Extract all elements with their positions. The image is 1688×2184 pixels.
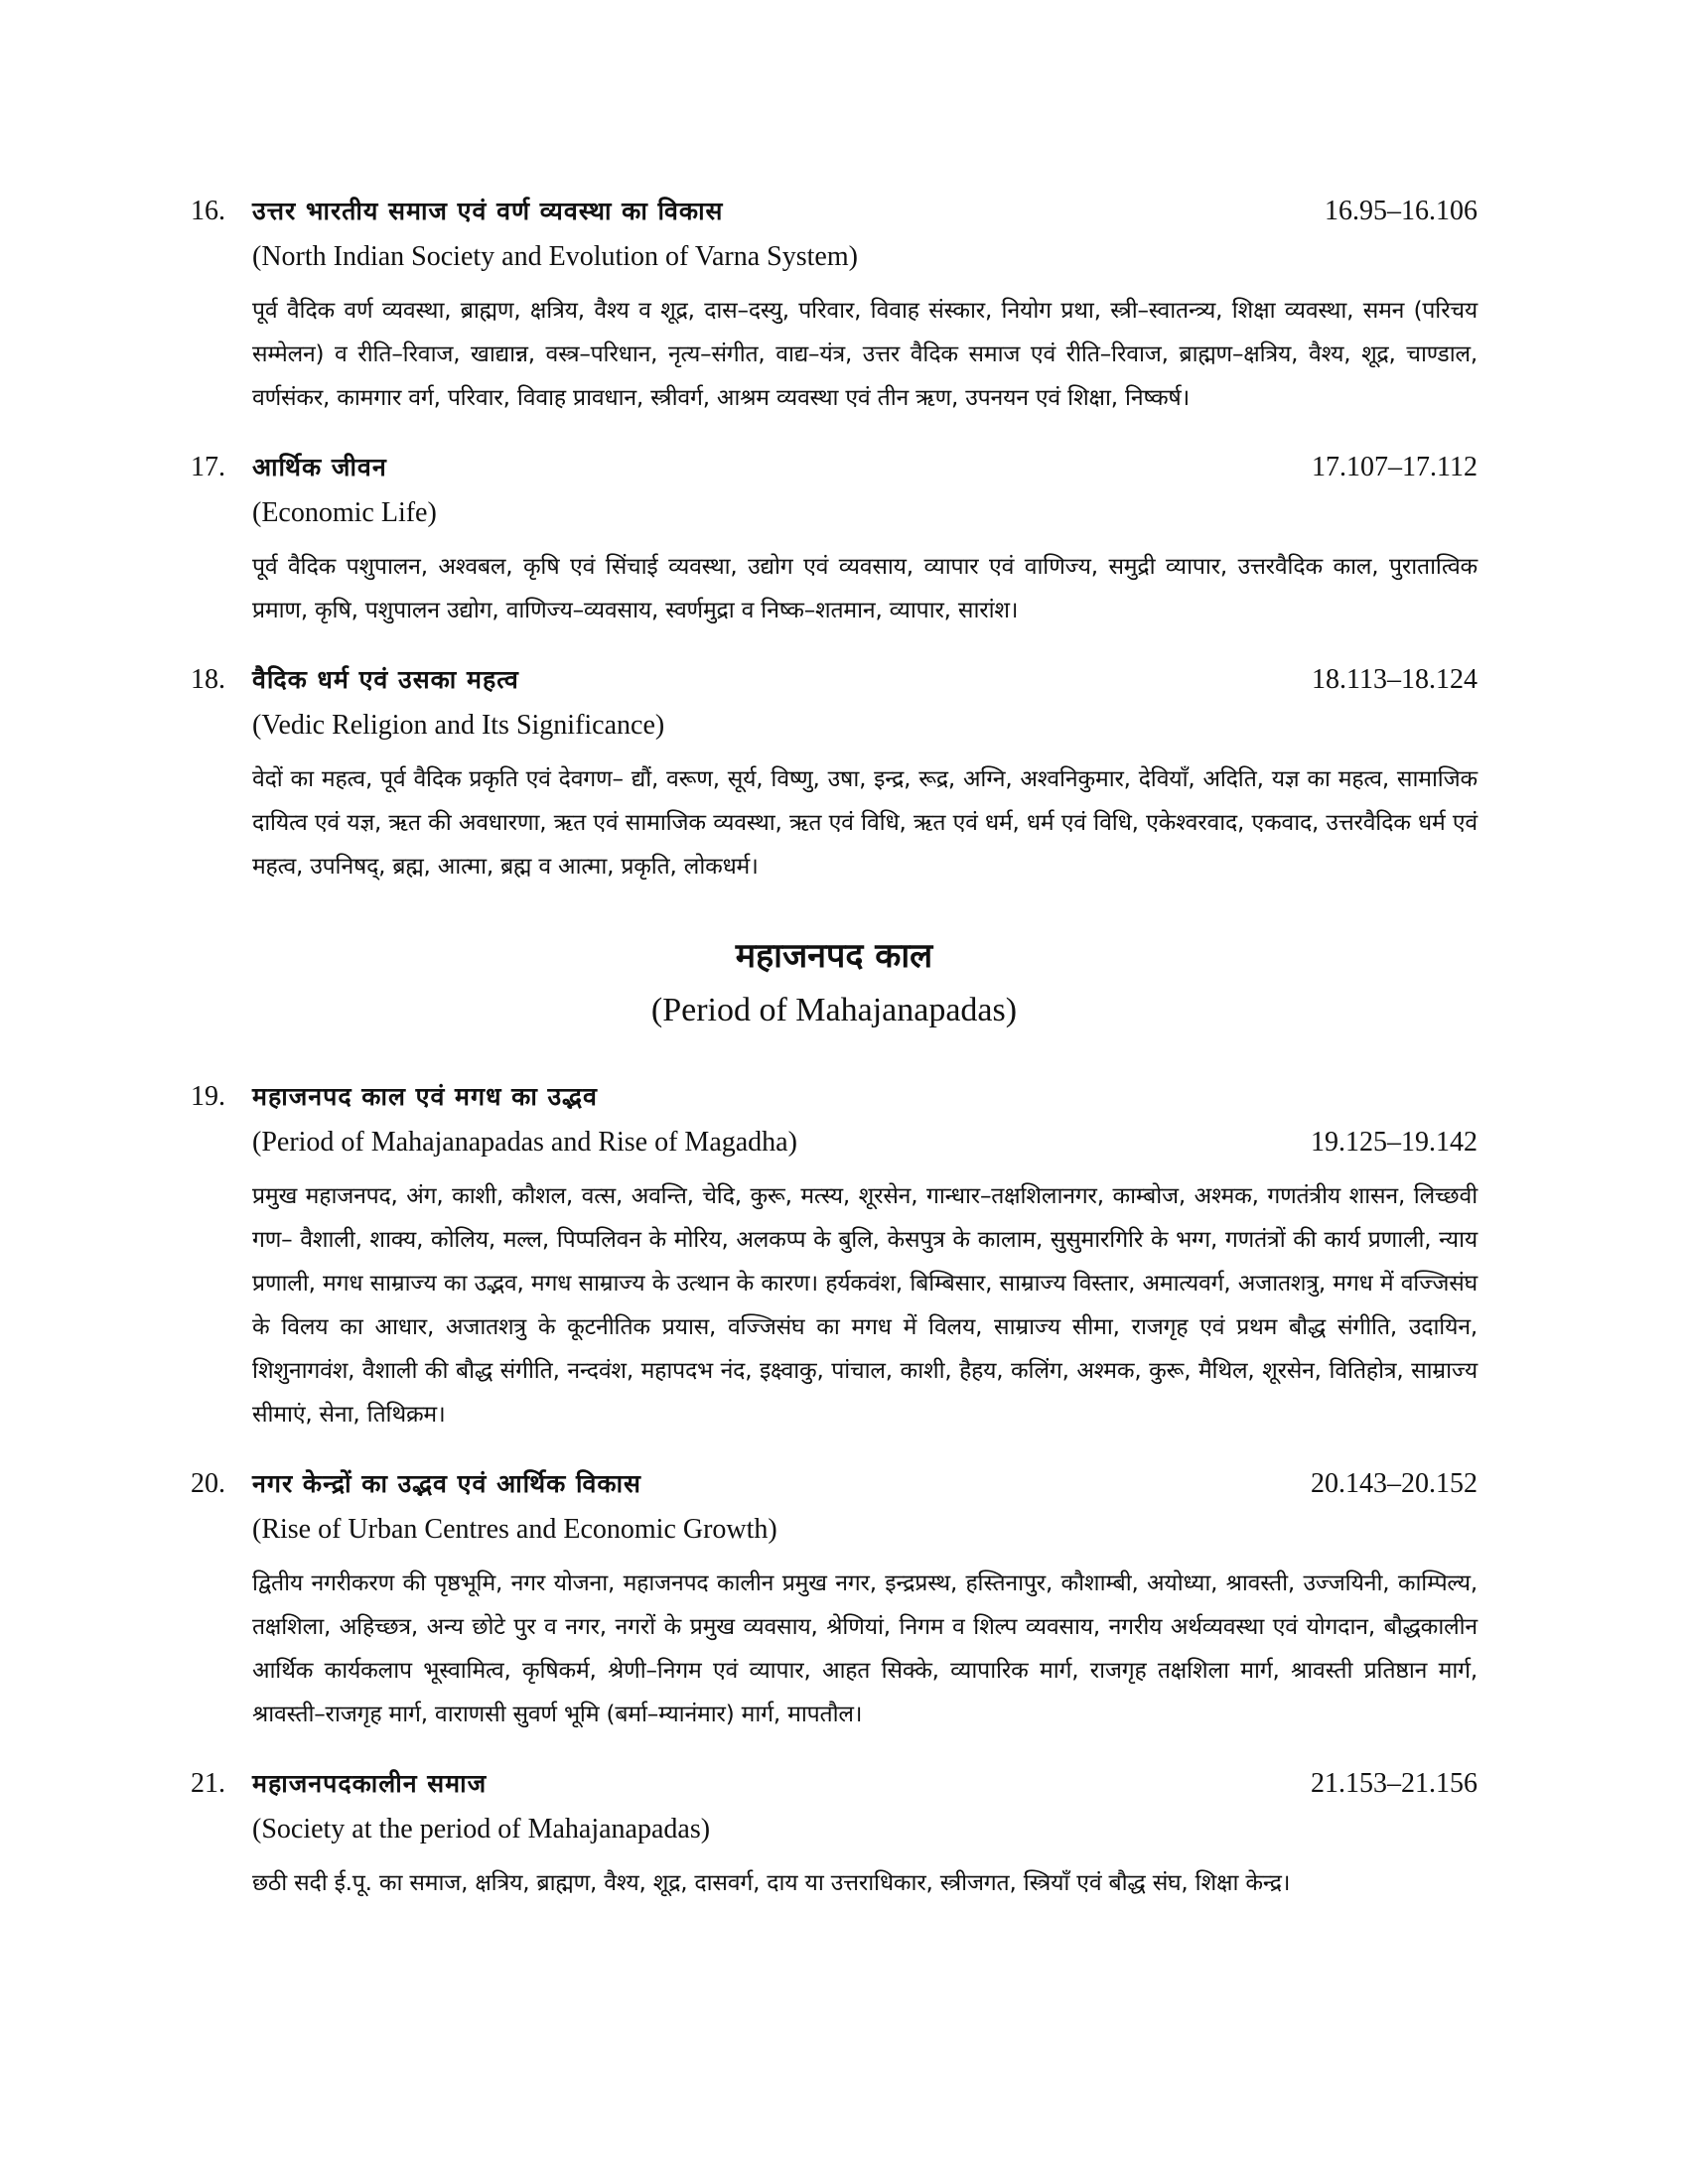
- chapter-title: आर्थिक जीवन: [252, 453, 387, 481]
- chapter-english-title: [252, 710, 1477, 757]
- chapter-number: 19.: [191, 1081, 225, 1112]
- chapter-number: 17.: [191, 452, 225, 482]
- chapter-20: [191, 1466, 1477, 1736]
- page-range: 17.107–17.112: [1312, 452, 1477, 482]
- english-title-text: (Vedic Religion and Its Significance): [252, 710, 665, 741]
- section-title: महाजनपद काल: [735, 936, 933, 976]
- page-range: 20.143–20.152: [1311, 1468, 1477, 1499]
- chapter-16: [191, 194, 1477, 420]
- chapter-heading: [191, 1766, 1477, 1814]
- chapter-topics: पूर्व वैदिक पशुपालन, अश्वबल, कृषि एवं सिंचाई व्यवस्था, उद्योग एवं व्यवसाय, व्यापार एवं वाणिज्य, समुद्री व्यापार, उत्तरवैदिक काल, पुरातात्विक प्रमाण, कृषि, पशुपालन उद्योग, वाणिज्य–व्यवसाय, स्वर्णमुद्रा व निष्क–शतमान, व्यापार, सारांश।: [252, 554, 1477, 623]
- chapter-english-title: [252, 497, 1477, 545]
- chapter-english-title: [252, 1127, 1477, 1174]
- chapter-title: महाजनपदकालीन समाज: [252, 1769, 488, 1798]
- section-subtitle: (Period of Mahajanapadas): [650, 992, 1018, 1028]
- chapter-17: [191, 450, 1477, 632]
- chapter-english-title: [252, 1514, 1477, 1562]
- chapter-18: [191, 662, 1477, 888]
- english-title-text: (Economic Life): [252, 497, 437, 528]
- chapter-number: 18.: [191, 664, 225, 695]
- chapter-title: महाजनपद काल एवं मगध का उद्भव: [252, 1082, 598, 1111]
- chapter-title: वैदिक धर्म एवं उसका महत्व: [252, 665, 519, 694]
- chapter-heading: [191, 450, 1477, 497]
- chapter-heading: [191, 1466, 1477, 1514]
- chapter-english-title: [252, 241, 1477, 289]
- chapter-title: उत्तर भारतीय समाज एवं वर्ण व्यवस्था का विकास: [252, 197, 724, 225]
- chapter-topics: पूर्व वैदिक वर्ण व्यवस्था, ब्राह्मण, क्षत्रिय, वैश्य व शूद्र, दास–दस्यु, परिवार, विवाह संस्कार, नियोग प्रथा, स्त्री–स्वातन्त्र्य, शिक्षा व्यवस्था, समन (परिचय सम्मेलन) व रीति–रिवाज, खाद्यान्न, वस्त्र–परिधान, नृत्य–संगीत, वाद्य–यंत्र, उत्तर वैदिक समाज एवं रीति–रिवाज, ब्राह्मण–क्षत्रिय, वैश्य, शूद्र, चाण्डाल, वर्णसंकर, कामगार वर्ग, परिवार, विवाह प्रावधान, स्त्रीवर्ग, आश्रम व्यवस्था एवं तीन ऋण, उपनयन एवं शिक्षा, निष्कर्ष।: [252, 298, 1477, 411]
- section-heading: [191, 928, 1477, 1037]
- chapter-topics: छठी सदी ई.पू. का समाज, क्षत्रिय, ब्राह्मण, वैश्य, शूद्र, दासवर्ग, दाय या उत्तराधिकार, स्त्रीजगत, स्त्रियाँ एवं बौद्ध संघ, शिक्षा केन्द्र।: [252, 1870, 1291, 1896]
- chapter-heading: [191, 194, 1477, 241]
- chapter-19: [191, 1079, 1477, 1436]
- english-title-text: (North Indian Society and Evolution of Varna System): [252, 241, 858, 272]
- english-title-text: (Rise of Urban Centres and Economic Growth): [252, 1514, 777, 1545]
- english-title-text: (Period of Mahajanapadas and Rise of Magadha): [252, 1127, 797, 1158]
- page-range: 16.95–16.106: [1325, 196, 1477, 226]
- chapter-heading: [191, 662, 1477, 710]
- page-range: 21.153–21.156: [1311, 1768, 1477, 1799]
- chapter-topics: वेदों का महत्व, पूर्व वैदिक प्रकृति एवं देवगण– द्यौं, वरूण, सूर्य, विष्णु, उषा, इन्द्र, रूद्र, अग्नि, अश्वनिकुमार, देवियाँ, अदिति, यज्ञ का महत्व, सामाजिक दायित्व एवं यज्ञ, ऋत की अवधारणा, ऋत एवं सामाजिक व्यवस्था, ऋत एवं विधि, ऋत एवं धर्म, धर्म एवं विधि, एकेश्वरवाद, एकवाद, उत्तरवैदिक धर्म एवं महत्व, उपनिषद्, ब्रह्म, आत्मा, ब्रह्म व आत्मा, प्रकृति, लोकधर्म।: [252, 766, 1477, 880]
- chapter-number: 20.: [191, 1468, 225, 1499]
- chapter-english-title: [252, 1814, 1477, 1861]
- page-range: 19.125–19.142: [1311, 1127, 1477, 1158]
- chapter-number: 21.: [191, 1768, 225, 1799]
- chapter-21: [191, 1766, 1477, 1905]
- chapter-topics: प्रमुख महाजनपद, अंग, काशी, कौशल, वत्स, अवन्ति, चेदि, कुरू, मत्स्य, शूरसेन, गान्धार–तक्षशिलानगर, काम्बोज, अश्मक, गणतंत्रीय शासन, लिच्छवी गण– वैशाली, शाक्य, कोलिय, मल्ल, पिप्पलिवन के मोरिय, अलकप्प के बुलि, केसपुत्र के कालाम, सुसुमारगिरि के भग्ग, गणतंत्रों की कार्य प्रणाली, न्याय प्रणाली, मगध साम्राज्य का उद्भव, मगध साम्राज्य के उत्थान के कारण। हर्यकवंश, बिम्बिसार, साम्राज्य विस्तार, अमात्यवर्ग, अजातशत्रु, मगध में वज्जिसंघ के विलय का आधार, अजातशत्रु के कूटनीतिक प्रयास, वज्जिसंघ का मगध में विलय, साम्राज्य सीमा, राजगृह एवं प्रथम बौद्ध संगीति, उदायिन, शिशुनागवंश, वैशाली की बौद्ध संगीति, नन्दवंश, महापदभ नंद, इक्ष्वाकु, पांचाल, काशी, हैहय, कलिंग, अश्मक, कुरू, मैथिल, शूरसेन, वितिहोत्र, साम्राज्य सीमाएं, सेना, तिथिक्रम।: [252, 1183, 1477, 1428]
- page-range: 18.113–18.124: [1312, 664, 1477, 695]
- chapter-number: 16.: [191, 196, 225, 226]
- chapter-title: नगर केन्द्रों का उद्भव एवं आर्थिक विकास: [252, 1469, 641, 1498]
- chapter-heading: [191, 1079, 1477, 1127]
- english-title-text: (Society at the period of Mahajanapadas): [252, 1814, 711, 1844]
- chapter-topics: द्वितीय नगरीकरण की पृष्ठभूमि, नगर योजना, महाजनपद कालीन प्रमुख नगर, इन्द्रप्रस्थ, हस्तिनापुर, कौशाम्बी, अयोध्या, श्रावस्ती, उज्जयिनी, काम्पिल्य, तक्षशिला, अहिच्छत्र, अन्य छोटे पुर व नगर, नगरों के प्रमुख व्यवसाय, श्रेणियां, निगम व शिल्प व्यवसाय, नगरीय अर्थव्यवस्था एवं योगदान, बौद्धकालीन आर्थिक कार्यकलाप भूस्वामित्व, कृषिकर्म, श्रेणी–निगम एवं व्यापार, आहत सिक्के, व्यापारिक मार्ग, राजगृह तक्षशिला मार्ग, श्रावस्ती प्रतिष्ठान मार्ग, श्रावस्ती–राजगृह मार्ग, वाराणसी सुवर्ण भूमि (बर्मा–म्यानंमार) मार्ग, मापतौल।: [252, 1570, 1477, 1727]
